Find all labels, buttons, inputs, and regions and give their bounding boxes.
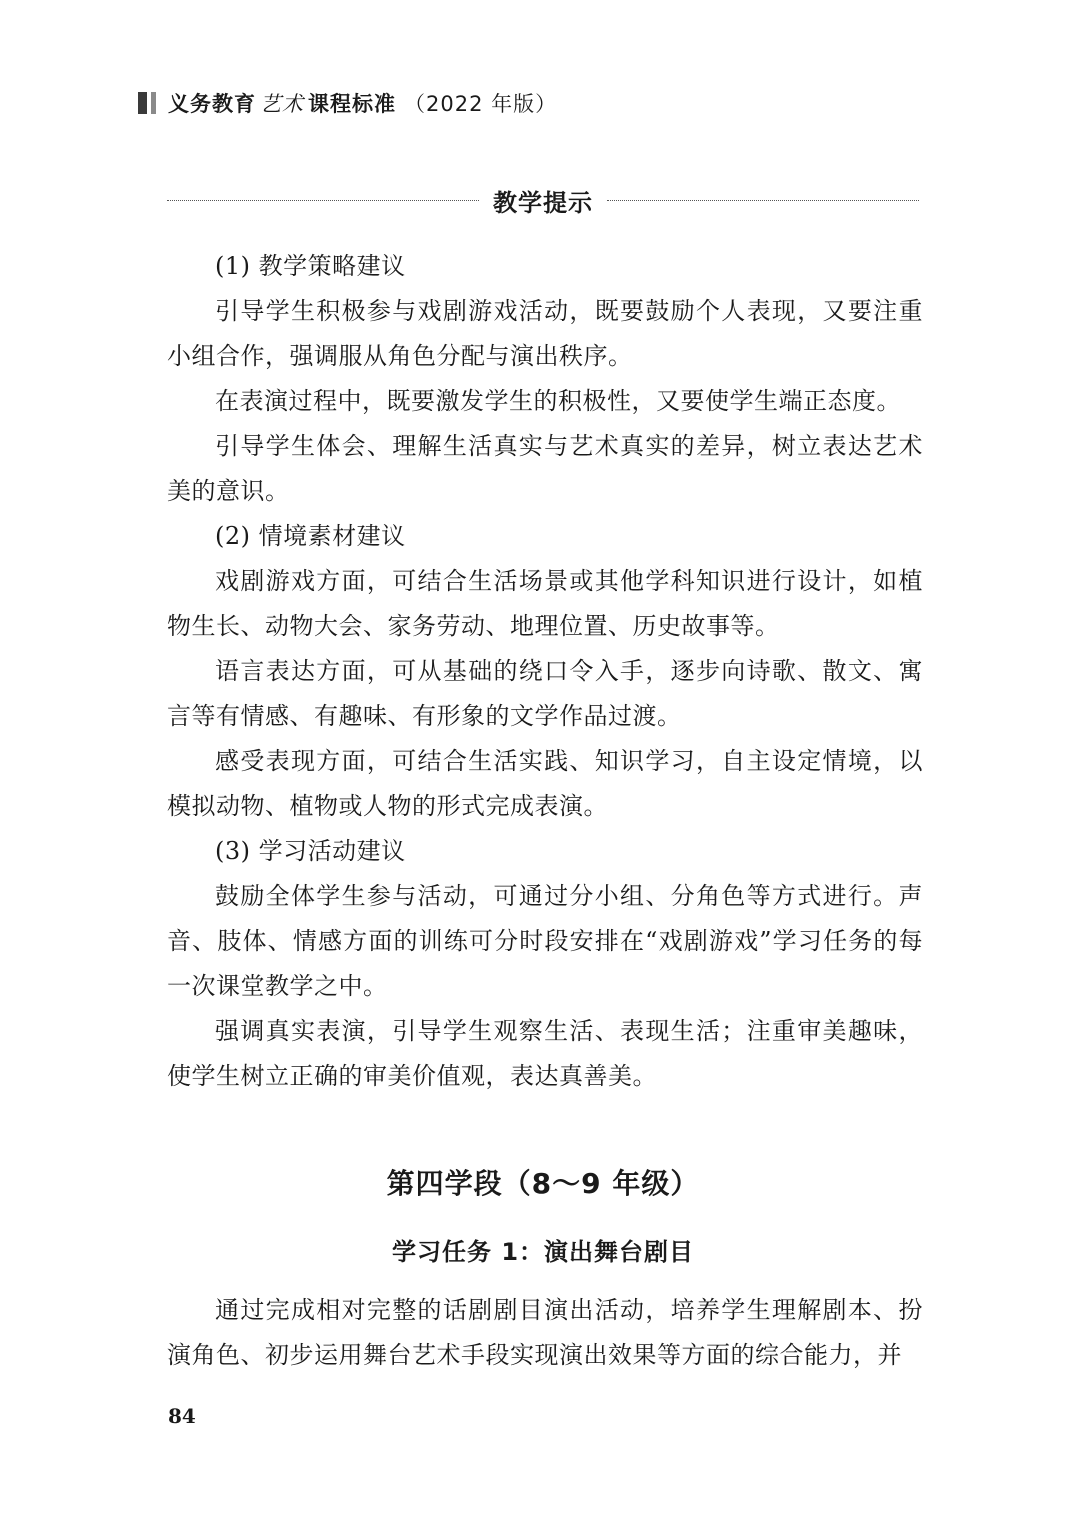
tip-paragraph: 在表演过程中，既要激发学生的积极性，又要使学生端正态度。 (215, 387, 901, 415)
tip-paragraph: 引导学生体会、理解生活真实与艺术真实的差异，树立表达艺术美的意识。 (167, 432, 923, 505)
tip-paragraph: 语言表达方面，可从基础的绕口令入手，逐步向诗歌、散文、寓言等有情感、有趣味、有形象的文学作品过渡。 (167, 657, 923, 730)
book-edition: （2022 年版） (404, 92, 558, 116)
tip-paragraph: 强调真实表演，引导学生观察生活、表现生活；注重审美趣味，使学生树立正确的审美价值观，表达真善美。 (167, 1017, 923, 1090)
running-header (138, 88, 557, 118)
stage-intro-paragraph: 通过完成相对完整的话剧剧目演出活动，培养学生理解剧本、扮演角色、初步运用舞台艺术手段实现演出效果等方面的综合能力，并 (167, 1296, 923, 1369)
teaching-tips-body (167, 244, 923, 1099)
page-number: 84 (168, 1404, 196, 1428)
task-heading: 学习任务 1：演出舞台剧目 (391, 1238, 695, 1266)
tip-paragraph: 戏剧游戏方面，可结合生活场景或其他学科知识进行设计，如植物生长、动物大会、家务劳动、地理位置、历史故事等。 (167, 567, 923, 640)
stage-intro-body (167, 1288, 923, 1378)
book-title-part2: 课程标准 (308, 92, 396, 116)
tip-subheading: (1) 教学策略建议 (215, 252, 406, 280)
divider-dots-left (167, 200, 479, 201)
section-label: 教学提示 (493, 188, 593, 217)
tip-paragraph: 鼓励全体学生参与活动，可通过分小组、分角色等方式进行。声音、肢体、情感方面的训练可分时段安排在“戏剧游戏”学习任务的每一次课堂教学之中。 (167, 882, 923, 1000)
book-title-italic: 艺术 (260, 92, 304, 116)
tip-paragraph: 引导学生积极参与戏剧游戏活动，既要鼓励个人表现，又要注重小组合作，强调服从角色分配与演出秩序。 (167, 297, 923, 370)
divider-dots-right (607, 200, 919, 201)
book-title-part1: 义务教育 (168, 92, 256, 116)
book-title (168, 88, 557, 118)
tip-paragraph: 感受表现方面，可结合生活实践、知识学习，自主设定情境，以模拟动物、植物或人物的形式完成表演。 (167, 747, 923, 820)
tip-subheading: (2) 情境素材建议 (215, 522, 406, 550)
stage-heading: 第四学段（8～9 年级） (386, 1167, 700, 1200)
section-divider (167, 180, 919, 220)
header-mark-icon (138, 92, 156, 114)
tip-subheading: (3) 学习活动建议 (215, 837, 406, 865)
